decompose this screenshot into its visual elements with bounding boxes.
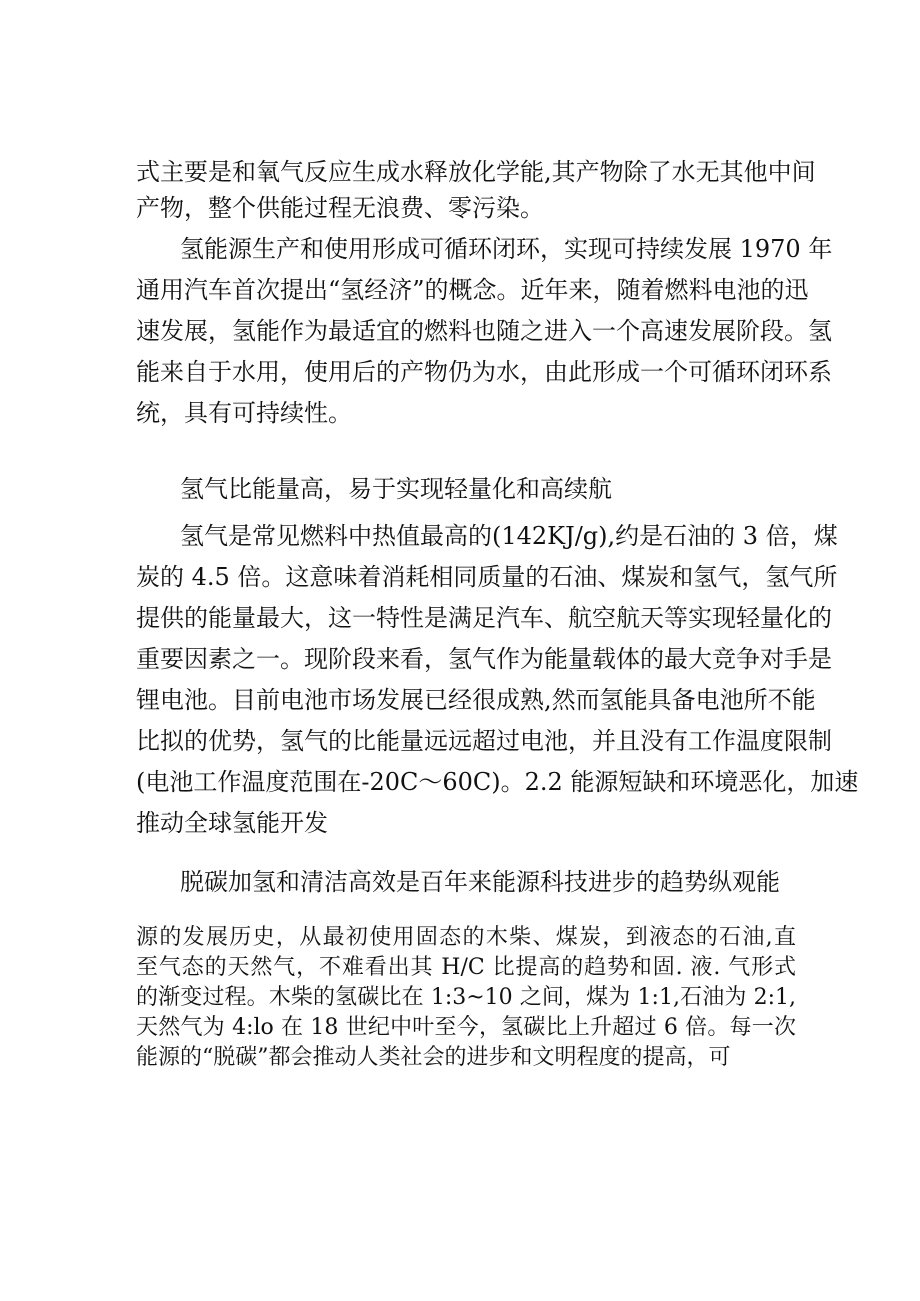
paragraph-4-line-5: 锂电池。目前电池市场发展已经很成熟,然而氢能具备电池所不能 (136, 686, 816, 714)
paragraph-6-line-3: 的渐变过程。木柴的氢碳比在 1:3~10 之间，煤为 1:1,石油为 2:1, (136, 985, 796, 1010)
paragraph-2-line-4: 能来自于水用，使用后的产物仍为水，由此形成一个可循环闭环系 (136, 358, 832, 386)
paragraph-2-line-5: 统，具有可持续性。 (136, 399, 352, 427)
paragraph-4-line-2: 炭的 4.5 倍。这意味着消耗相同质量的石油、煤炭和氢气，氢气所 (136, 563, 838, 591)
paragraph-4-line-7: (电池工作温度范围在-20C～60C)。2.2 能源短缺和环境恶化，加速 (136, 768, 859, 796)
paragraph-1-line-1: 式主要是和氧气反应生成水释放化学能,其产物除了水无其他中间 (136, 158, 816, 186)
paragraph-4-line-1: 氢气是常见燃料中热值最高的(142KJ/g),约是石油的 3 倍，煤 (180, 522, 838, 550)
paragraph-2-line-2: 通用汽车首次提出“氢经济”的概念。近年来，随着燃料电池的迅 (136, 276, 809, 304)
paragraph-4-line-3: 提供的能量最大，这一特性是满足汽车、航空航天等实现轻量化的 (136, 604, 832, 632)
paragraph-6-line-1: 源的发展历史，从最初使用固态的木柴、煤炭，到液态的石油,直 (136, 925, 796, 950)
paragraph-2-line-1: 氢能源生产和使用形成可循环闭环，实现可持续发展 1970 年 (180, 235, 833, 263)
paragraph-6-line-4: 天然气为 4:lo 在 18 世纪中叶至今，氢碳比上升超过 6 倍。每一次 (136, 1015, 796, 1040)
paragraph-6-line-5: 能源的“脱碳”都会推动人类社会的进步和文明程度的提高，可 (136, 1045, 731, 1070)
paragraph-2-line-3: 速发展，氢能作为最适宜的燃料也随之进入一个高速发展阶段。氢 (136, 317, 832, 345)
paragraph-1-line-2: 产物，整个供能过程无浪费、零污染。 (136, 194, 544, 222)
paragraph-3-line-1: 氢气比能量高，易于实现轻量化和高续航 (180, 475, 612, 503)
paragraph-6-line-2: 至气态的天然气，不难看出其 H/C 比提高的趋势和固. 液. 气形式 (136, 955, 796, 980)
paragraph-5-line-1: 脱碳加氢和清洁高效是百年来能源科技进步的趋势纵观能 (180, 868, 780, 896)
paragraph-4-line-6: 比拟的优势，氢气的比能量远远超过电池，并且没有工作温度限制 (136, 727, 832, 755)
paragraph-4-line-4: 重要因素之一。现阶段来看，氢气作为能量载体的最大竞争对手是 (136, 645, 832, 673)
paragraph-4-line-8: 推动全球氢能开发 (136, 809, 328, 837)
